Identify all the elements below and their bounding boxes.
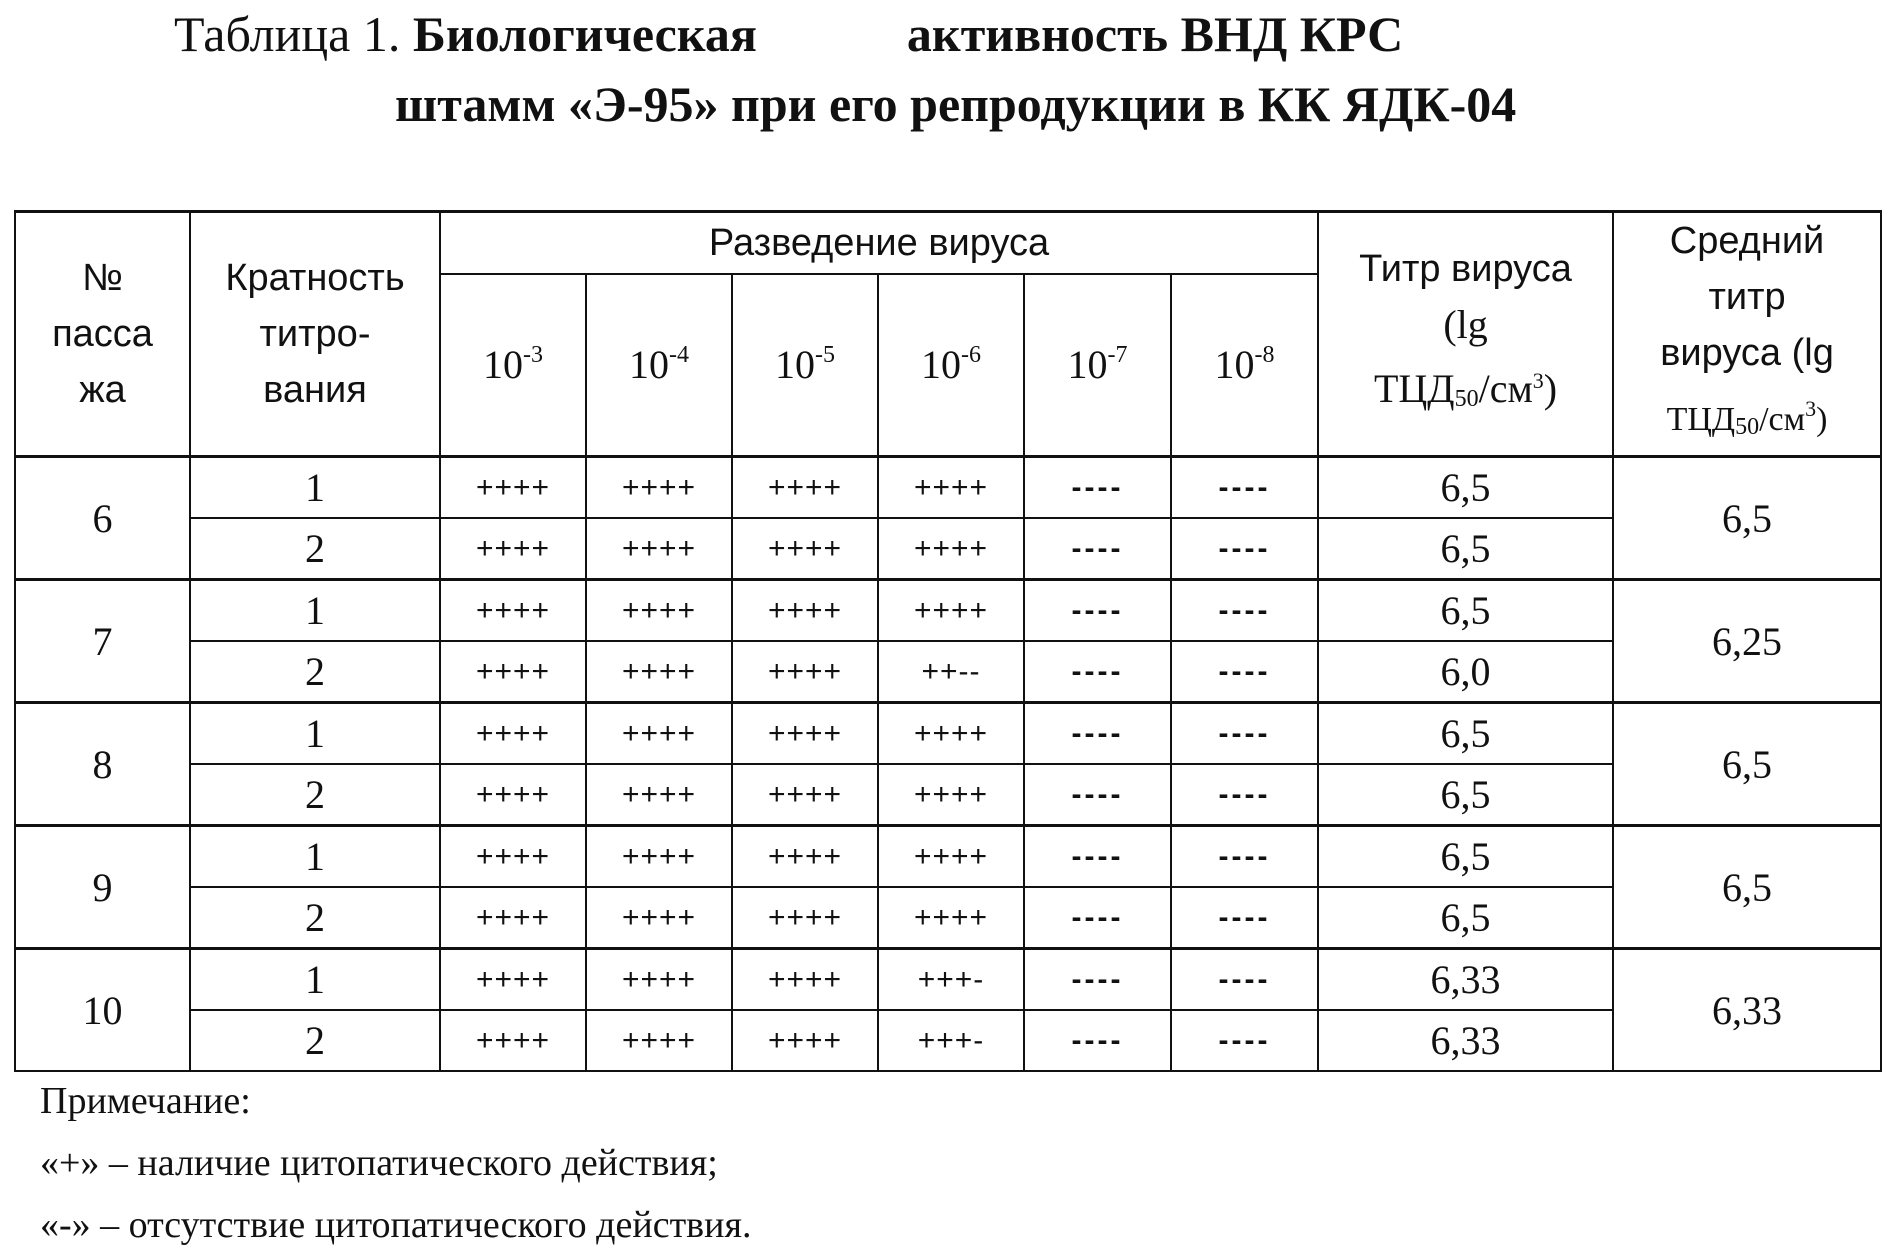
virus-titer: 6,0 xyxy=(1318,641,1613,703)
dilution-result: ++++ xyxy=(440,949,586,1011)
dilution-result: ++++ xyxy=(440,703,586,765)
titration-multiplicity: 2 xyxy=(190,764,440,826)
table-row xyxy=(15,518,1881,580)
dilution-result: +++- xyxy=(878,1010,1024,1071)
dilution-result: ++++ xyxy=(586,887,732,949)
dilution-result: ++++ xyxy=(586,457,732,519)
dilution-result: ---- xyxy=(1171,826,1318,888)
dilution-header: $10^{-4}$ xyxy=(586,274,732,457)
dilution-result: ++++ xyxy=(732,764,878,826)
virus-activity-table xyxy=(14,210,1882,1072)
dilution-result: ++++ xyxy=(878,764,1024,826)
titration-multiplicity: 2 xyxy=(190,887,440,949)
dilution-header: $10^{-7}$ xyxy=(1024,274,1171,457)
dilution-result: ++++ xyxy=(732,641,878,703)
dilution-result: ++++ xyxy=(732,826,878,888)
table-title-line-2: штамм «Э-95» при его репродукции в КК ЯДК-04 xyxy=(395,76,1517,132)
dilution-result: ++++ xyxy=(586,1010,732,1071)
dilution-result: ++++ xyxy=(586,826,732,888)
table-title-line-1 xyxy=(174,4,1403,64)
table-row xyxy=(15,887,1881,949)
titration-multiplicity: 2 xyxy=(190,641,440,703)
dilution-result: ++++ xyxy=(440,826,586,888)
dilution-result: ++++ xyxy=(440,764,586,826)
passage-number: 10 xyxy=(15,949,190,1072)
table-row xyxy=(15,703,1881,765)
dilution-result: ---- xyxy=(1024,826,1171,888)
dilution-result: ---- xyxy=(1024,1010,1171,1071)
virus-titer: 6,33 xyxy=(1318,1010,1613,1071)
dilution-result: ---- xyxy=(1171,580,1318,642)
dilution-header: $10^{-8}$ xyxy=(1171,274,1318,457)
dilution-result: ++++ xyxy=(440,887,586,949)
header-passage: № пасса жа xyxy=(15,212,190,457)
mean-virus-titer: 6,5 xyxy=(1613,826,1881,949)
table-caption-bold-a: Биологическая xyxy=(412,6,757,62)
dilution-result: ---- xyxy=(1024,764,1171,826)
dilution-result: ++++ xyxy=(732,887,878,949)
mean-virus-titer: 6,5 xyxy=(1613,457,1881,580)
dilution-result: ---- xyxy=(1171,518,1318,580)
dilution-result: ++++ xyxy=(586,764,732,826)
note-plus: «+» – наличие цитопатического действия; xyxy=(40,1142,718,1184)
table-row xyxy=(15,764,1881,826)
dilution-result: ++++ xyxy=(732,703,878,765)
dilution-result: ++++ xyxy=(586,641,732,703)
dilution-result: ++++ xyxy=(732,580,878,642)
table-caption-prefix: Таблица 1. xyxy=(174,6,401,62)
dilution-result: ++++ xyxy=(440,641,586,703)
header-mean-titer: Средний титр вируса (lg $ТЦД_{50}/см^3$) xyxy=(1613,212,1881,457)
titration-multiplicity: 2 xyxy=(190,1010,440,1071)
dilution-result: ++++ xyxy=(586,703,732,765)
dilution-result: ---- xyxy=(1024,518,1171,580)
table-row xyxy=(15,826,1881,888)
passage-number: 8 xyxy=(15,703,190,826)
mean-virus-titer: 6,5 xyxy=(1613,703,1881,826)
dilution-result: ++++ xyxy=(440,1010,586,1071)
titration-multiplicity: 1 xyxy=(190,949,440,1011)
dilution-result: ---- xyxy=(1024,887,1171,949)
dilution-result: ---- xyxy=(1024,457,1171,519)
virus-titer: 6,5 xyxy=(1318,764,1613,826)
table-row xyxy=(15,580,1881,642)
table-row xyxy=(15,949,1881,1011)
virus-titer: 6,5 xyxy=(1318,580,1613,642)
dilution-result: ++-- xyxy=(878,641,1024,703)
passage-number: 9 xyxy=(15,826,190,949)
dilution-result: ++++ xyxy=(878,457,1024,519)
table-row xyxy=(15,641,1881,703)
dilution-result: ++++ xyxy=(586,580,732,642)
dilution-result: ++++ xyxy=(878,887,1024,949)
notes xyxy=(40,1070,751,1256)
notes-heading: Примечание: xyxy=(40,1080,251,1122)
titration-multiplicity: 1 xyxy=(190,580,440,642)
dilution-result: ---- xyxy=(1024,580,1171,642)
dilution-result: ++++ xyxy=(878,518,1024,580)
dilution-result: ++++ xyxy=(732,949,878,1011)
note-minus: «-» – отсутствие цитопатического действия. xyxy=(40,1204,752,1246)
virus-titer: 6,5 xyxy=(1318,457,1613,519)
dilution-result: ++++ xyxy=(586,518,732,580)
mean-virus-titer: 6,33 xyxy=(1613,949,1881,1072)
header-dilution-group: Разведение вируса xyxy=(440,212,1318,274)
dilution-result: +++- xyxy=(878,949,1024,1011)
table-body xyxy=(15,457,1881,1072)
dilution-result: ---- xyxy=(1171,764,1318,826)
dilution-result: ---- xyxy=(1024,641,1171,703)
dilution-result: ++++ xyxy=(440,518,586,580)
virus-titer: 6,33 xyxy=(1318,949,1613,1011)
dilution-result: ---- xyxy=(1171,641,1318,703)
dilution-result: ---- xyxy=(1171,1010,1318,1071)
dilution-result: ---- xyxy=(1024,949,1171,1011)
titration-multiplicity: 1 xyxy=(190,457,440,519)
dilution-result: ++++ xyxy=(440,457,586,519)
table-row xyxy=(15,1010,1881,1071)
mean-virus-titer: 6,25 xyxy=(1613,580,1881,703)
dilution-result: ++++ xyxy=(732,457,878,519)
dilution-result: ---- xyxy=(1024,703,1171,765)
virus-titer: 6,5 xyxy=(1318,518,1613,580)
dilution-result: ++++ xyxy=(732,1010,878,1071)
dilution-result: ++++ xyxy=(878,826,1024,888)
dilution-result: ++++ xyxy=(878,580,1024,642)
passage-number: 7 xyxy=(15,580,190,703)
dilution-result: ++++ xyxy=(878,703,1024,765)
dilution-header: $10^{-5}$ xyxy=(732,274,878,457)
passage-number: 6 xyxy=(15,457,190,580)
header-multiplicity: Кратность титро- вания xyxy=(190,212,440,457)
table-caption-bold-b: активность ВНД КРС xyxy=(906,6,1404,62)
virus-titer: 6,5 xyxy=(1318,826,1613,888)
titration-multiplicity: 1 xyxy=(190,703,440,765)
dilution-result: ---- xyxy=(1171,887,1318,949)
dilution-result: ---- xyxy=(1171,949,1318,1011)
dilution-result: ++++ xyxy=(440,580,586,642)
table-row xyxy=(15,457,1881,519)
virus-titer: 6,5 xyxy=(1318,703,1613,765)
titration-multiplicity: 2 xyxy=(190,518,440,580)
dilution-result: ---- xyxy=(1171,703,1318,765)
dilution-header: $10^{-3}$ xyxy=(440,274,586,457)
dilution-result: ++++ xyxy=(586,949,732,1011)
dilution-result: ---- xyxy=(1171,457,1318,519)
titration-multiplicity: 1 xyxy=(190,826,440,888)
dilution-result: ++++ xyxy=(732,518,878,580)
virus-titer: 6,5 xyxy=(1318,887,1613,949)
header-titer: Титр вируса (lg $ТЦД_{50}/см^3$) xyxy=(1318,212,1613,457)
dilution-header: $10^{-6}$ xyxy=(878,274,1024,457)
